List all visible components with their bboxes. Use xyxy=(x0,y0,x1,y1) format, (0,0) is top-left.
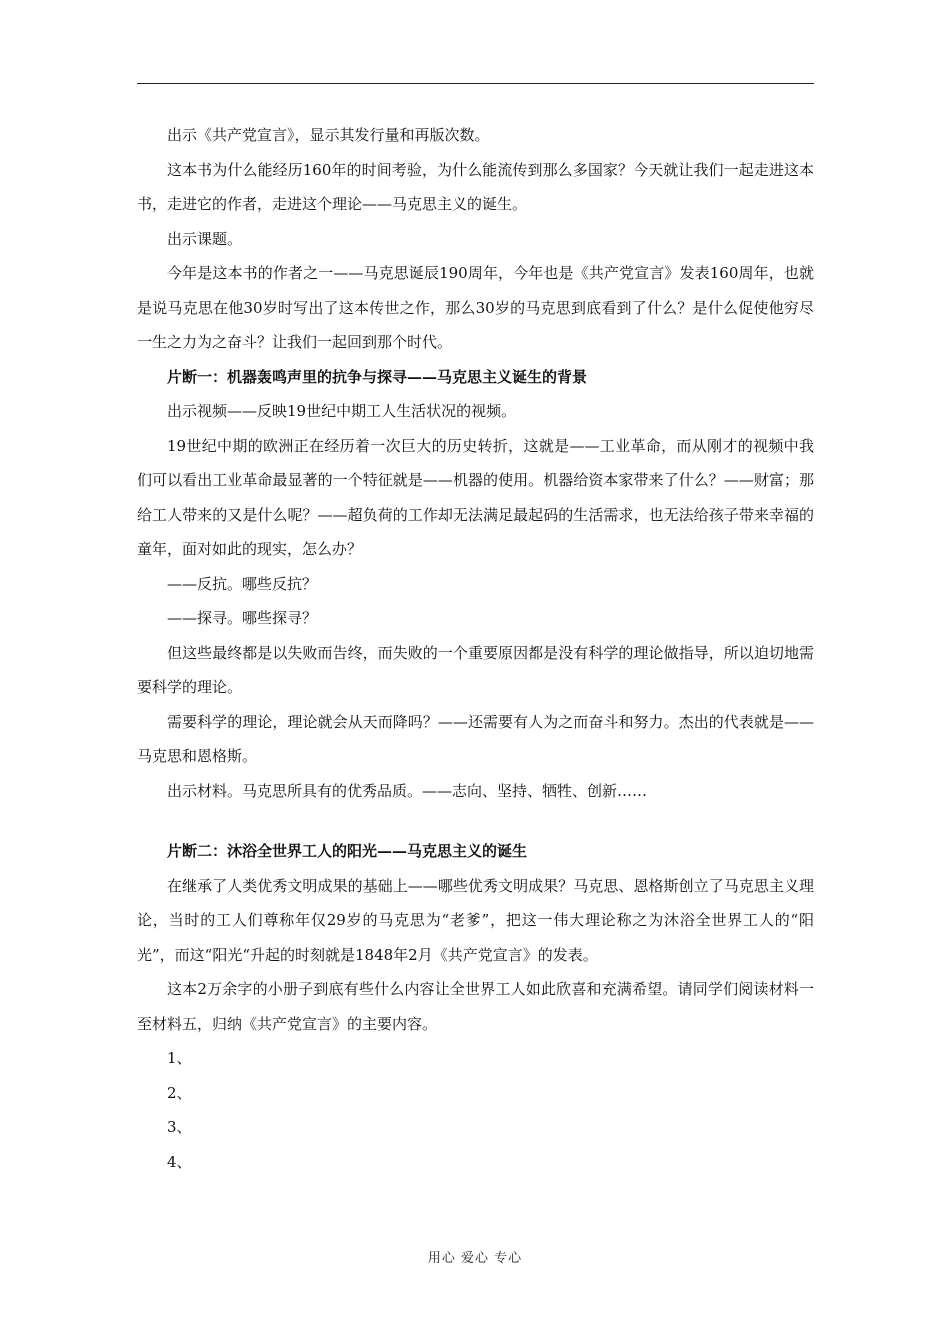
paragraph: ——反抗。哪些反抗？ xyxy=(167,574,318,593)
paragraph: 出示视频——反映19世纪中期工人生活状况的视频。 xyxy=(167,402,517,420)
paragraph: 出示材料。马克思所具有的优秀品质。——志向、坚持、牺牲、创新…… xyxy=(167,781,648,800)
spacer xyxy=(137,808,814,834)
section-heading-1: 片断一：机器轰鸣声里的抗争与探寻——马克思主义诞生的背景 xyxy=(167,367,588,386)
paragraph: 19世纪中期的欧洲正在经历着一次巨大的历史转折，这就是——工业革命，而从刚才的视频中我们可以看出工业革命最显著的一个特征就是——机器的使用。机器给资本家带来了什么？——财富；那给工人带来的又是什么呢？——超负荷的工作却无法满足最起码的生活需求，也无法给孩子带来幸福的童年，面对如此的现实，怎么办？ xyxy=(137,436,814,558)
paragraph: 出示《共产党宣言》，显示其发行量和再版次数。 xyxy=(167,126,490,144)
paragraph: ——探寻。哪些探寻？ xyxy=(167,609,318,627)
list-item: 3、 xyxy=(167,1118,192,1136)
paragraph: 这本书为什么能经历160年的时间考验，为什么能流传到那么多国家？今天就让我们一起走进这本书，走进它的作者，走进这个理论——马克思主义的诞生。 xyxy=(137,160,814,213)
list-item: 2、 xyxy=(167,1083,192,1102)
page-footer: 用心 爱心 专心 xyxy=(427,1251,523,1266)
list-item: 1、 xyxy=(167,1049,192,1067)
paragraph: 今年是这本书的作者之一——马克思诞辰190周年，今年也是《共产党宣言》发表160周年，也就是说马克思在他30岁时写出了这本传世之作，那么30岁的马克思到底看到了什么？是什么促使他穷尽一生之力为之奋斗？让我们一起回到那个时代。 xyxy=(137,264,814,351)
list-item: 4、 xyxy=(167,1152,192,1171)
paragraph: 在继承了人类优秀文明成果的基础上——哪些优秀文明成果？马克思、恩格斯创立了马克思主义理论，当时的工人们尊称年仅29岁的马克思为“老爹”，把这一伟大理论称之为沐浴全世界工人的“阳光”，而这“阳光“升起的时刻就是1848年2月《共产党宣言》的发表。 xyxy=(137,876,814,964)
paragraph: 但这些最终都是以失败而告终，而失败的一个重要原因都是没有科学的理论做指导，所以迫切地需要科学的理论。 xyxy=(137,643,814,696)
header-rule xyxy=(137,83,814,84)
paragraph: 需要科学的理论，理论就会从天而降吗？——还需要有人为之而奋斗和努力。杰出的代表就是——马克思和恩格斯。 xyxy=(137,712,814,765)
paragraph: 出示课题。 xyxy=(167,229,243,248)
paragraph: 这本2万余字的小册子到底有些什么内容让全世界工人如此欣喜和充满希望。请同学们阅读材料一至材料五，归纳《共产党宣言》的主要内容。 xyxy=(137,980,814,1033)
section-heading-2: 片断二：沐浴全世界工人的阳光——马克思主义的诞生 xyxy=(167,842,528,860)
document-body xyxy=(137,118,814,1179)
